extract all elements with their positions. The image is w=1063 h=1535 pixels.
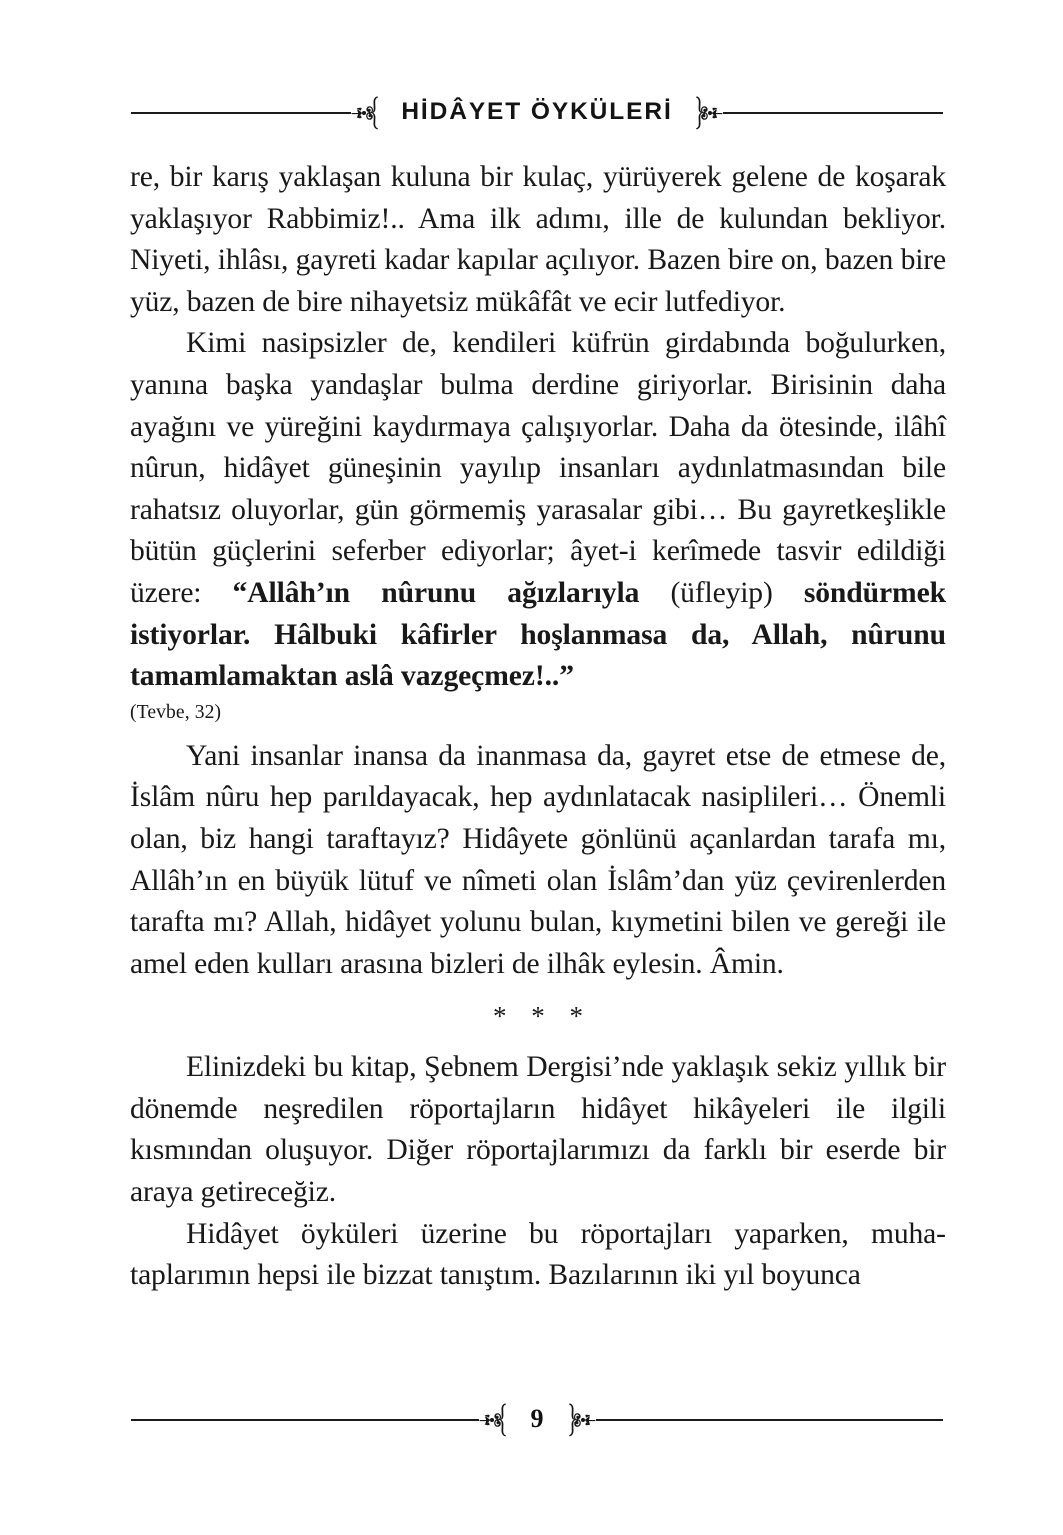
paragraph-1: re, bir karış yaklaşan kuluna bir kulaç, yürüyerek gelene de koşarak yaklaşıyor Rabbimiz!.. Ama ilk adımı, ille de kulundan bekliyor. Niyeti, ihlâsı, gayreti kadar kapılar açılıyor. Bazen bire on, bazen bire yüz, bazen de bire nihayetsiz mükâfât ve ecir lutfediyor. bbox=[130, 161, 946, 318]
verse-citation: (Tevbe, 32) bbox=[130, 701, 222, 723]
fleuron-left-icon bbox=[351, 94, 385, 132]
footer-rule-right bbox=[596, 1419, 944, 1421]
quran-quote-part-1: “Allâh’ın nûrunu ağızlarıyla bbox=[232, 576, 640, 609]
fleuron-right-icon bbox=[689, 94, 723, 132]
paragraph-5: Hidâyet öyküleri üzerine bu röportajları yaparken, muhataplarımın hepsi ile bizzat tanıştım. Bazılarının iki yıl boyunca bbox=[130, 1217, 946, 1292]
section-separator: * * * bbox=[493, 1001, 592, 1032]
running-head bbox=[131, 92, 943, 134]
page-footer bbox=[131, 1399, 943, 1441]
page-title: HİDÂYET ÖYKÜLERİ bbox=[401, 97, 673, 125]
header-rule-left bbox=[131, 112, 351, 114]
paragraph-2-mid: (üfleyip) bbox=[639, 576, 804, 609]
fleuron-right-icon bbox=[562, 1401, 596, 1439]
paragraph-3: Yani insanlar inansa da inanmasa da, gayret etse de etmese de, İslâm nûru hep parıldayacak, hep aydınlatacak nasiplileri… Önemli olan, biz hangi taraftayız? Hidâyete gönlünü açanlardan tarafa mı, Allâh’ın en büyük lütuf ve nîmeti olan İslâm’dan yüz çevirenlerden tarafta mı? Allah, hidâyet yolunu bulan, kıymetini bilen ve gereği ile amel eden kulları arasına bizleri de ilhâk eylesin. Âmin. bbox=[130, 739, 946, 980]
spacer-after-citation bbox=[130, 728, 946, 736]
body-text bbox=[130, 157, 946, 1297]
paragraph-2 bbox=[130, 323, 946, 697]
header-rule-right bbox=[723, 112, 943, 114]
quran-quote-part-2: söndürmek istiyorlar. Hâlbuki kâfirler hoşlanmasa da, Allah, nûrunu tamamlamaktan aslâ vazgeçmez!..” bbox=[130, 576, 946, 693]
paragraph-4: Elinizdeki bu kitap, Şebnem Dergisi’nde yaklaşık sekiz yıllık bir dönemde neşredilen röportajların hidâyet hikâyeleri ile ilgili kısmından oluşuyor. Diğer röportajlarımızı da farklı bir eserde bir araya getireceğiz. bbox=[130, 1051, 946, 1209]
paragraph-2-lead: Kimi nasipsizler de, kendileri küfrün girdabında boğulurken, yanına başka yandaşlar bulma derdine giriyorlar. Birisinin daha ayağını ve yüreğini kaydırmaya çalışıyorlar. Daha da ötesinde, ilâhî nûrun, hidâyet güneşinin yayılıp insanları aydınlatmasından bile rahatsız oluyorlar, gün görmemiş yarasalar gibi… Bu gayretkeşlikle bütün güçlerini seferber ediyorlar; âyet-i kerîmede tasvir edildiği üzere: bbox=[130, 327, 946, 609]
footer-rule-left bbox=[131, 1419, 479, 1421]
fleuron-left-icon bbox=[479, 1401, 513, 1439]
page-number: 9 bbox=[530, 1404, 544, 1433]
